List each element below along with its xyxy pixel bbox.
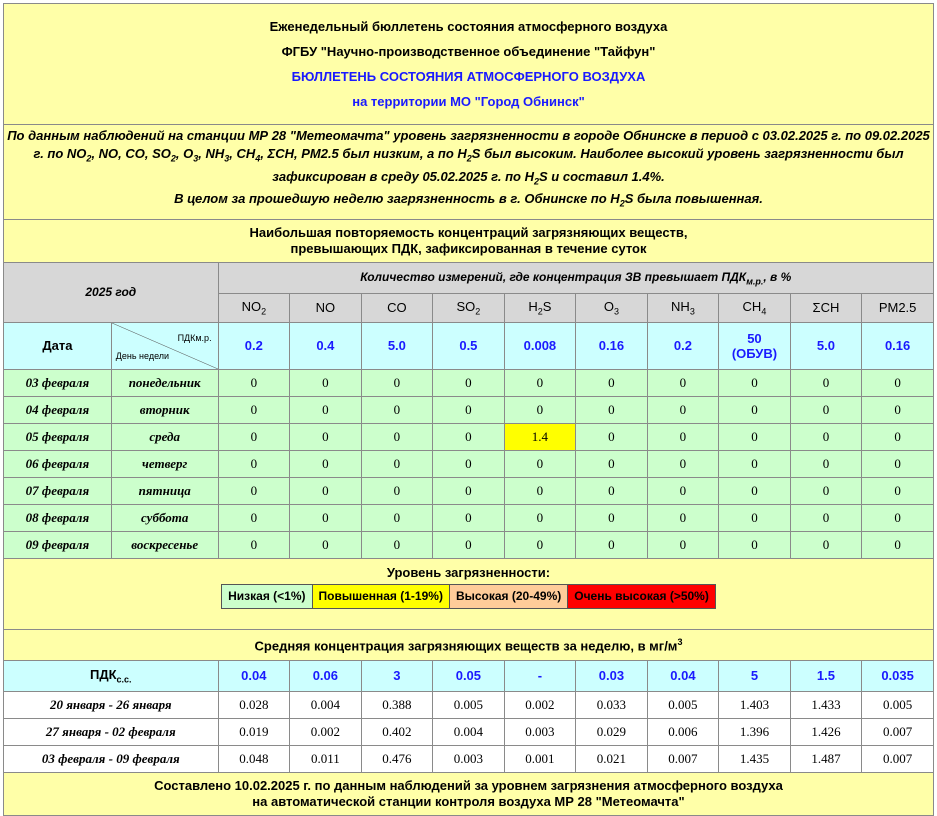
pdk-mr-note: (ОБУВ) <box>731 345 778 361</box>
day-label: День недели <box>115 350 170 361</box>
pollutant-rest: S <box>542 298 552 314</box>
intro-part: В целом за прошедшую неделю загрязненность в г. Обнинске по H <box>174 191 620 207</box>
average-value: 0.002 <box>504 691 576 718</box>
legend <box>4 558 934 629</box>
row-value: 0 <box>576 369 648 396</box>
row-value: 0 <box>504 450 576 477</box>
row-value: 0 <box>218 450 290 477</box>
intro-sub: 4 <box>255 153 261 164</box>
row-value: 0 <box>790 504 862 531</box>
row-value: 0 <box>647 423 719 450</box>
intro-part: S и составил 1.4%. <box>539 168 665 184</box>
pollutant-header-9 <box>862 293 934 322</box>
intro-sub: 2 <box>534 176 540 187</box>
pdk-mr-value-4 <box>504 322 576 369</box>
row-date: 06 февраля <box>4 450 112 477</box>
pdk-mr-value-5 <box>576 322 648 369</box>
average-value: 0.007 <box>862 718 934 745</box>
row-value: 0 <box>433 396 505 423</box>
row-value: 0 <box>719 396 791 423</box>
pollutant-sub: 2 <box>475 306 481 317</box>
pdk-ss-value-7: 5 <box>719 660 791 691</box>
row-value: 0 <box>218 531 290 558</box>
row-value: 0 <box>504 369 576 396</box>
row-day: воскресенье <box>111 531 218 558</box>
average-row <box>4 718 934 745</box>
daily-row <box>4 423 934 450</box>
row-value: 0 <box>647 450 719 477</box>
pdk-ss-sub: с.с. <box>116 674 132 685</box>
header-line1: Еженедельный бюллетень состояния атмосферного воздуха <box>269 19 668 34</box>
pdk-mr-value-3 <box>433 322 505 369</box>
row-day: пятница <box>111 477 218 504</box>
average-value: 1.396 <box>719 718 791 745</box>
diagonal-header <box>111 322 218 369</box>
pdk-mr-number: 50 <box>747 330 762 346</box>
row-value: 0 <box>862 396 934 423</box>
row-value: 0 <box>790 423 862 450</box>
pdk-ss-value-0: 0.04 <box>218 660 290 691</box>
pollutant-header-2 <box>361 293 433 322</box>
average-title <box>4 629 934 660</box>
daily-row <box>4 450 934 477</box>
row-value: 0 <box>790 369 862 396</box>
row-value: 0 <box>719 423 791 450</box>
bulletin <box>3 3 934 816</box>
row-value: 0 <box>576 423 648 450</box>
pollutant-name: CH <box>742 298 762 314</box>
row-value: 0 <box>504 504 576 531</box>
intro-part: , NH <box>198 146 225 161</box>
row-value: 0 <box>576 477 648 504</box>
daily-row <box>4 396 934 423</box>
pdk-mr-number: 0.5 <box>459 338 478 354</box>
row-date: 05 февраля <box>4 423 112 450</box>
pdk-mr-number: 0.008 <box>523 338 557 354</box>
row-value: 0 <box>504 396 576 423</box>
average-value: 1.487 <box>790 745 862 772</box>
pdk-mr-number: 5.0 <box>387 338 406 354</box>
average-value: 1.435 <box>719 745 791 772</box>
pollutant-header-6 <box>647 293 719 322</box>
average-value: 0.006 <box>647 718 719 745</box>
row-value: 0 <box>218 477 290 504</box>
pdk-mr-number: 0.4 <box>316 338 335 354</box>
pdk-ss-value-3: 0.05 <box>433 660 505 691</box>
row-value: 0 <box>647 369 719 396</box>
footer-line: Составлено 10.02.2025 г. по данным наблюдений за уровнем загрязнения атмосферного воздуха <box>154 777 783 793</box>
legend-table <box>221 584 716 609</box>
average-value: 0.004 <box>290 691 362 718</box>
pollutant-name: NO <box>315 300 336 316</box>
pollutant-header-8 <box>790 293 862 322</box>
intro-part: По данным наблюдений на станции МР 28 "Метеомачта" уровень загрязненности в городе Обнинске в период с 03.02.2025 г. по 09.02.2025 г. по NO <box>7 128 930 161</box>
intro-part: , ΣCH, PM2.5 был низким, а по H <box>260 146 467 161</box>
row-value: 0 <box>647 396 719 423</box>
row-value: 0 <box>719 504 791 531</box>
year-label: 2025 год <box>4 262 219 322</box>
daily-row <box>4 531 934 558</box>
measure-suffix: , в % <box>763 269 792 284</box>
pollutant-sub: 3 <box>689 306 695 317</box>
pollutant-name: O <box>603 298 614 314</box>
row-value: 0 <box>576 531 648 558</box>
average-value: 0.019 <box>218 718 290 745</box>
row-day: суббота <box>111 504 218 531</box>
intro-sub: 3 <box>193 153 199 164</box>
row-value: 0 <box>433 477 505 504</box>
legend-item-3: Очень высокая (>50%) <box>568 584 716 608</box>
average-value: 0.048 <box>218 745 290 772</box>
average-period: 03 февраля - 09 февраля <box>4 745 219 772</box>
daily-row <box>4 477 934 504</box>
pdk-ss-value-5: 0.03 <box>576 660 648 691</box>
row-value: 0 <box>504 531 576 558</box>
row-value: 0 <box>862 504 934 531</box>
daily-row <box>4 504 934 531</box>
pollutant-name: ΣCH <box>812 300 840 316</box>
average-value: 0.029 <box>576 718 648 745</box>
average-value: 1.433 <box>790 691 862 718</box>
intro-sub: 3 <box>224 153 230 164</box>
legend-item-2: Высокая (20-49%) <box>449 584 567 608</box>
row-value: 0 <box>218 396 290 423</box>
average-row <box>4 745 934 772</box>
intro-part: , CH <box>229 146 256 161</box>
row-value: 0 <box>862 531 934 558</box>
intro-part: , NO, CO, SO <box>91 146 171 161</box>
section-exceedance-title <box>4 219 934 262</box>
header-line2: ФГБУ "Научно-производственное объединение "Тайфун" <box>281 44 656 59</box>
row-value: 0 <box>361 396 433 423</box>
pollutant-name: NH <box>671 298 690 314</box>
average-value: 0.011 <box>290 745 362 772</box>
pdk-mr-value-0 <box>218 322 290 369</box>
pollutant-name: CO <box>387 300 407 316</box>
legend-title: Уровень загрязненности: <box>386 564 551 580</box>
pollutant-header-1 <box>290 293 362 322</box>
intro-sub: 2 <box>170 153 176 164</box>
row-value: 0 <box>433 369 505 396</box>
pdk-ss-value-2: 3 <box>361 660 433 691</box>
pdk-mr-value-6 <box>647 322 719 369</box>
intro-text <box>4 125 934 220</box>
pdk-ss-value-1: 0.06 <box>290 660 362 691</box>
row-value: 0 <box>361 504 433 531</box>
average-value: 0.021 <box>576 745 648 772</box>
row-day: среда <box>111 423 218 450</box>
row-value: 0 <box>862 369 934 396</box>
row-value: 0 <box>218 504 290 531</box>
average-value: 0.033 <box>576 691 648 718</box>
row-value: 0 <box>361 423 433 450</box>
row-value: 0 <box>719 450 791 477</box>
row-value: 0 <box>433 504 505 531</box>
row-value: 0 <box>290 477 362 504</box>
row-day: вторник <box>111 396 218 423</box>
average-title-text: Средняя концентрация загрязняющих веществ за неделю, в мг/м <box>254 637 678 653</box>
pdk-mr-number: 0.16 <box>884 338 911 354</box>
pdk-mr-label: ПДКм.р. <box>177 332 212 343</box>
daily-row <box>4 369 934 396</box>
row-value: 0 <box>719 531 791 558</box>
row-date: 03 февраля <box>4 369 112 396</box>
pollutant-sub: 3 <box>613 306 619 317</box>
average-title-sup: 3 <box>677 636 683 647</box>
pdk-ss-value-9: 0.035 <box>862 660 934 691</box>
row-value: 0 <box>433 450 505 477</box>
pdk-mr-number: 5.0 <box>816 338 835 354</box>
row-value: 0 <box>504 477 576 504</box>
average-value: 0.005 <box>862 691 934 718</box>
average-period: 20 января - 26 января <box>4 691 219 718</box>
row-value: 0 <box>290 450 362 477</box>
intro-part: S был высоким. Наиболее высокий уровень загрязненности был зафиксирован в среду 05.02.2025 г. по H <box>272 146 904 184</box>
pollutant-header-5 <box>576 293 648 322</box>
row-value: 0 <box>361 450 433 477</box>
row-value: 0 <box>290 369 362 396</box>
row-value: 0 <box>719 369 791 396</box>
average-period: 27 января - 02 февраля <box>4 718 219 745</box>
average-value: 0.402 <box>361 718 433 745</box>
row-day: четверг <box>111 450 218 477</box>
pollutant-sub: 4 <box>761 306 767 317</box>
header-territory: на территории МО "Город Обнинск" <box>352 94 585 109</box>
average-value: 0.388 <box>361 691 433 718</box>
pollutant-name: SO <box>456 298 476 314</box>
row-value: 0 <box>576 450 648 477</box>
row-value: 0 <box>576 504 648 531</box>
pdk-mr-value-2 <box>361 322 433 369</box>
pdk-mr-value-7 <box>719 322 791 369</box>
pdk-ss-value-4: - <box>504 660 576 691</box>
pollutant-sub: 2 <box>261 306 267 317</box>
row-value: 0 <box>790 531 862 558</box>
row-value: 0 <box>290 531 362 558</box>
pollutant-name: H <box>528 298 538 314</box>
section-title-line: превышающих ПДК, зафиксированная в течение суток <box>290 240 647 256</box>
row-value: 0 <box>433 531 505 558</box>
header-title: БЮЛЛЕТЕНЬ СОСТОЯНИЯ АТМОСФЕРНОГО ВОЗДУХА <box>291 69 646 84</box>
row-value: 0 <box>433 423 505 450</box>
row-value: 0 <box>790 450 862 477</box>
bulletin-table <box>3 3 934 816</box>
row-date: 04 февраля <box>4 396 112 423</box>
pollutant-header-3 <box>433 293 505 322</box>
pollutant-header-4 <box>504 293 576 322</box>
footer-line: на автоматической станции контроля воздуха МР 28 "Метеомачта" <box>252 793 685 809</box>
bulletin-header <box>4 4 934 125</box>
average-value: 0.001 <box>504 745 576 772</box>
average-value: 0.007 <box>862 745 934 772</box>
average-value: 0.007 <box>647 745 719 772</box>
row-value: 0 <box>862 450 934 477</box>
average-row <box>4 691 934 718</box>
average-value: 0.002 <box>290 718 362 745</box>
pollutant-name: PM2.5 <box>878 300 917 316</box>
row-value: 0 <box>576 396 648 423</box>
intro-part: , O <box>175 146 194 161</box>
average-value: 0.005 <box>647 691 719 718</box>
pdk-ss-value-8: 1.5 <box>790 660 862 691</box>
pdk-mr-number: 0.2 <box>673 338 692 354</box>
row-value: 0 <box>218 369 290 396</box>
row-value: 0 <box>361 531 433 558</box>
row-value: 0 <box>361 477 433 504</box>
row-day: понедельник <box>111 369 218 396</box>
pdk-mr-value-1 <box>290 322 362 369</box>
section-title-line: Наибольшая повторяемость концентраций загрязняющих веществ, <box>249 224 688 240</box>
pollutant-name: NO <box>241 298 262 314</box>
legend-item-0: Низкая (<1%) <box>222 584 312 608</box>
average-value: 0.028 <box>218 691 290 718</box>
average-value: 0.476 <box>361 745 433 772</box>
pdk-mr-value-9 <box>862 322 934 369</box>
row-value: 0 <box>862 477 934 504</box>
row-date: 09 февраля <box>4 531 112 558</box>
row-value: 0 <box>290 504 362 531</box>
row-value: 0 <box>647 504 719 531</box>
row-value: 1.4 <box>504 423 576 450</box>
row-value: 0 <box>790 477 862 504</box>
row-value: 0 <box>647 531 719 558</box>
row-value: 0 <box>290 396 362 423</box>
average-value: 0.003 <box>433 745 505 772</box>
measure-text: Количество измерений, где концентрация ЗВ превышает ПДК <box>360 269 747 284</box>
average-value: 0.004 <box>433 718 505 745</box>
row-date: 08 февраля <box>4 504 112 531</box>
pdk-mr-number: 0.2 <box>244 338 263 354</box>
intro-part: S была повышенная. <box>624 191 763 207</box>
pollutant-header-0 <box>218 293 290 322</box>
measure-sub: м.р. <box>746 275 764 286</box>
intro-sub: 2 <box>466 153 472 164</box>
row-value: 0 <box>719 477 791 504</box>
measure-label <box>218 262 933 293</box>
pdk-ss-value-6: 0.04 <box>647 660 719 691</box>
pdk-mr-number: 0.16 <box>598 338 625 354</box>
intro-sub: 2 <box>86 153 92 164</box>
average-value: 0.005 <box>433 691 505 718</box>
legend-item-1: Повышенная (1-19%) <box>312 584 449 608</box>
date-header: Дата <box>4 322 112 369</box>
pollutant-sub: 2 <box>537 306 543 317</box>
average-value: 0.003 <box>504 718 576 745</box>
pdk-ss-text: ПДК <box>90 666 117 682</box>
pdk-mr-value-8 <box>790 322 862 369</box>
pdk-ss-label <box>4 660 219 691</box>
row-value: 0 <box>290 423 362 450</box>
row-value: 0 <box>218 423 290 450</box>
average-value: 1.426 <box>790 718 862 745</box>
row-value: 0 <box>647 477 719 504</box>
average-value: 1.403 <box>719 691 791 718</box>
row-value: 0 <box>361 369 433 396</box>
intro-sub: 2 <box>619 198 625 209</box>
pollutant-header-7 <box>719 293 791 322</box>
row-value: 0 <box>862 423 934 450</box>
row-date: 07 февраля <box>4 477 112 504</box>
row-value: 0 <box>790 396 862 423</box>
